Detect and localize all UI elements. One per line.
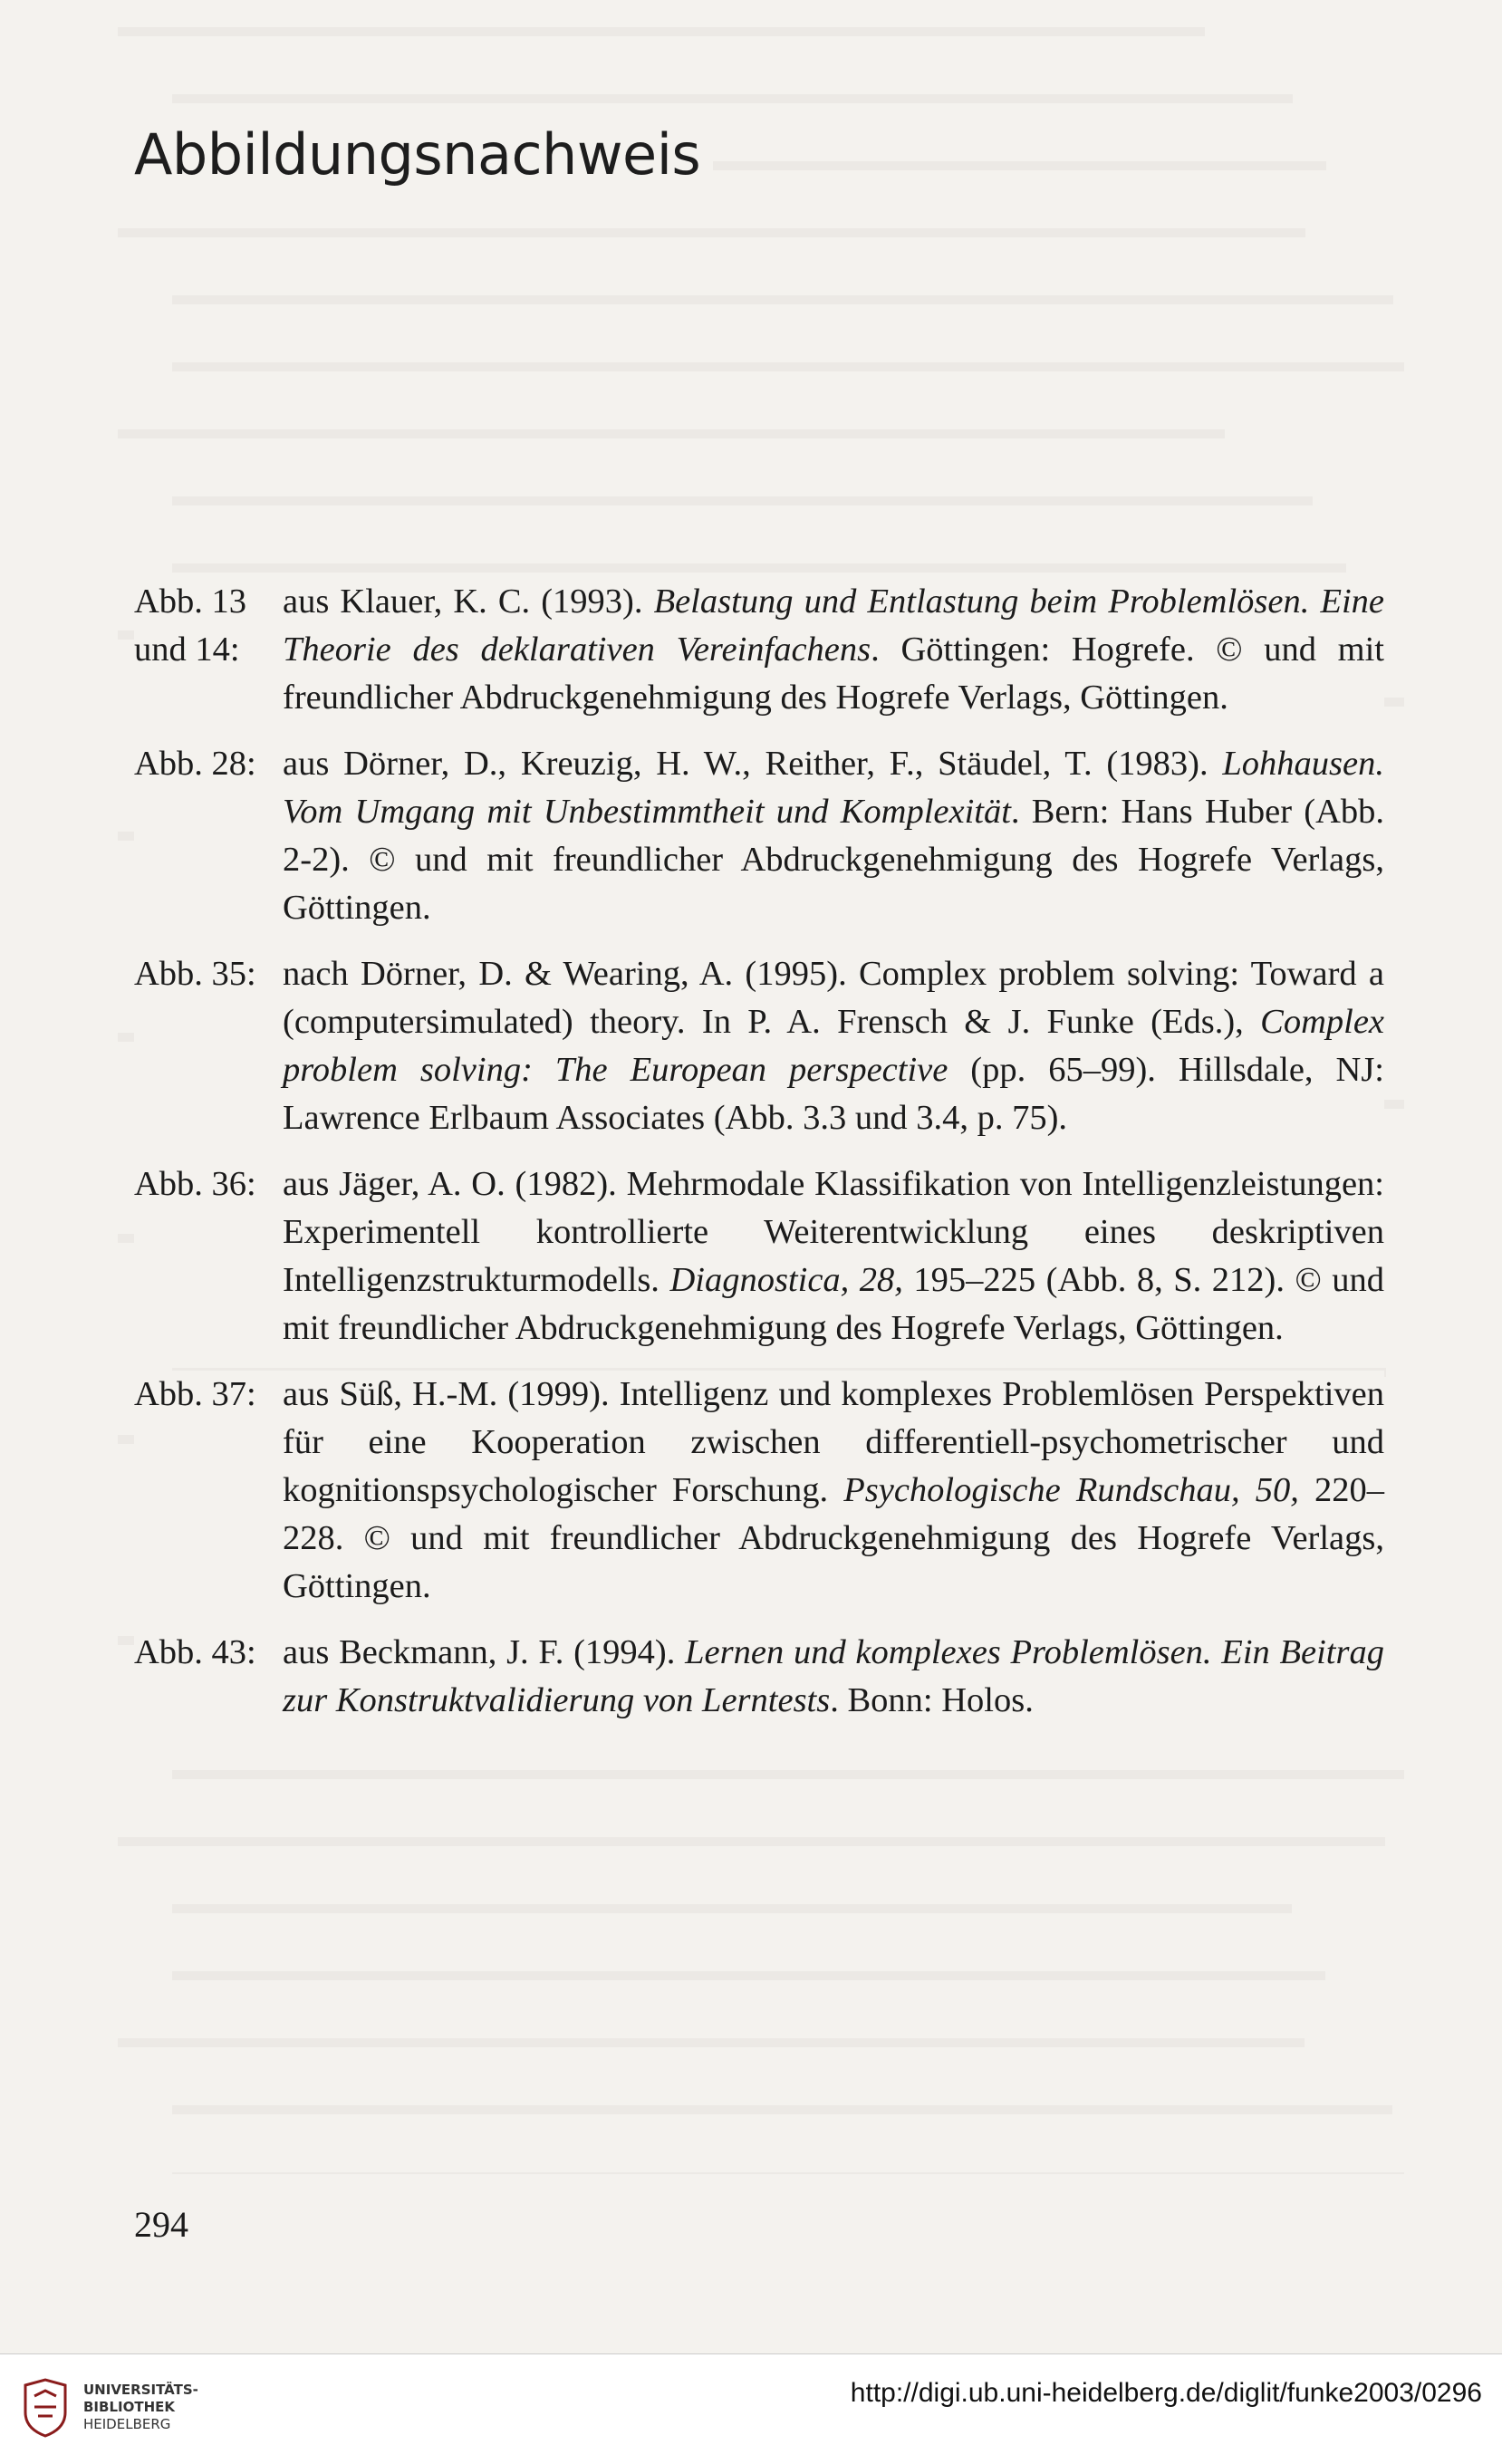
bleed-through-line bbox=[172, 536, 1346, 573]
citation-fragment: nach Dörner, D. & Wearing, A. (1995). Complex problem solving: Toward a (computersimulated) theory. In P. A. Frensch & J. Funke (Eds.), bbox=[283, 955, 1384, 1041]
citation-fragment: . Bern: Hans Huber (Abb. 2-2). © und mit freundlicher Abdruckgenehmigung des Hogrefe Verlags, Göttingen. bbox=[283, 793, 1384, 927]
bleed-through-line bbox=[172, 268, 1393, 304]
bleed-through-line bbox=[172, 2078, 1392, 2114]
bleed-through-line bbox=[118, 2011, 1305, 2047]
figure-label: Abb. 28: bbox=[134, 745, 256, 783]
credit-entry bbox=[134, 1629, 1384, 1725]
bleed-through-line bbox=[172, 1877, 1292, 1913]
citation-title: Lernen und komplexes Problemlösen. Ein Beitrag zur Konstruktvalidierung von Lerntests bbox=[283, 1633, 1384, 1719]
citation-fragment: 195–225 (Abb. 8, S. 212). © und mit freundlicher Abdruckgenehmigung des Hogrefe Verlags, Göttingen. bbox=[283, 1261, 1385, 1347]
figure-credits-list bbox=[134, 578, 1384, 1743]
bleed-through-line bbox=[172, 335, 1404, 371]
citation-fragment: aus Jäger, A. O. (1982). Mehrmodale Klassifikation von Intelligenzleistungen: Experimentell kontrollierte Weiterentwicklung eines deskriptiven Intelligenzstrukturmodells. bbox=[283, 1165, 1384, 1299]
credit-entry bbox=[134, 950, 1384, 1142]
citation-title: Diagnostica, 28, bbox=[669, 1261, 903, 1299]
bleed-through-line bbox=[172, 67, 1293, 103]
bleed-through-line bbox=[118, 201, 1305, 237]
citation-fragment: . Göttingen: Hogrefe. © und mit freundlicher Abdruckgenehmigung des Hogrefe Verlags, Göttingen. bbox=[283, 630, 1385, 717]
bleed-through-line bbox=[172, 2145, 1404, 2174]
citation-title: Belastung und Entlastung beim Problemlösen. Eine Theorie des deklarativen Vereinfachens bbox=[283, 582, 1385, 669]
bleed-through-line bbox=[118, 402, 1225, 438]
citation-fragment: aus Beckmann, J. F. (1994). bbox=[283, 1633, 686, 1671]
page-number: 294 bbox=[134, 2204, 188, 2245]
citation-fragment: aus Klauer, K. C. (1993). bbox=[283, 582, 654, 621]
source-url-link[interactable]: http://digi.ub.uni-heidelberg.de/diglit/funke2003/0296 bbox=[850, 2378, 1482, 2408]
citation-title: Lohhausen. Vom Umgang mit Unbestimmtheit und Komplexität bbox=[283, 745, 1384, 831]
credit-entry bbox=[134, 578, 1384, 722]
citation-text bbox=[283, 950, 1384, 1142]
citation-fragment: . Bonn: Holos. bbox=[830, 1681, 1034, 1719]
credit-entry bbox=[134, 740, 1384, 932]
citation-text bbox=[283, 1629, 1384, 1725]
figure-label: Abb. 37: bbox=[134, 1375, 256, 1413]
university-seal-icon bbox=[18, 2376, 72, 2440]
citation-fragment: aus Süß, H.-M. (1999). Intelligenz und komplexes Problemlösen Perspektiven für eine Kooperation zwischen differentiell-psychometrischer und kognitionspsychologischer Forschung. bbox=[283, 1375, 1384, 1509]
citation-fragment: aus Dörner, D., Kreuzig, H. W., Reither, F., Stäudel, T. (1983). bbox=[283, 745, 1223, 783]
citation-text bbox=[283, 578, 1384, 722]
citation-fragment: 220–228. © und mit freundlicher Abdruckgenehmigung des Hogrefe Verlags, Göttingen. bbox=[283, 1471, 1384, 1605]
bleed-through-line bbox=[172, 1743, 1404, 1779]
bleed-through-line bbox=[172, 1944, 1325, 1980]
figure-label: Abb. 43: bbox=[134, 1633, 256, 1671]
page-heading: Abbildungsnachweis bbox=[134, 121, 713, 188]
citation-text bbox=[283, 1160, 1384, 1352]
figure-label: Abb. 35: bbox=[134, 955, 256, 993]
bleed-through-line bbox=[118, 1810, 1385, 1846]
figure-label: Abb. 13 und 14: bbox=[134, 582, 247, 669]
library-name: UNIVERSITÄTS- BIBLIOTHEK HEIDELBERG bbox=[83, 2382, 198, 2432]
credit-entry bbox=[134, 1160, 1384, 1352]
citation-text bbox=[283, 740, 1384, 932]
citation-title: Complex problem solving: The European perspective bbox=[283, 1003, 1384, 1089]
bleed-through-line bbox=[118, 0, 1205, 36]
bleed-through-line bbox=[172, 469, 1313, 505]
citation-text bbox=[283, 1371, 1384, 1611]
digitization-footer bbox=[0, 2353, 1502, 2464]
citation-title: Psychologische Rundschau, 50, bbox=[843, 1471, 1299, 1509]
figure-label: Abb. 36: bbox=[134, 1165, 256, 1203]
credit-entry bbox=[134, 1371, 1384, 1611]
citation-fragment: (pp. 65–99). Hillsdale, NJ: Lawrence Erlbaum Associates (Abb. 3.3 und 3.4, p. 75). bbox=[283, 1051, 1385, 1137]
